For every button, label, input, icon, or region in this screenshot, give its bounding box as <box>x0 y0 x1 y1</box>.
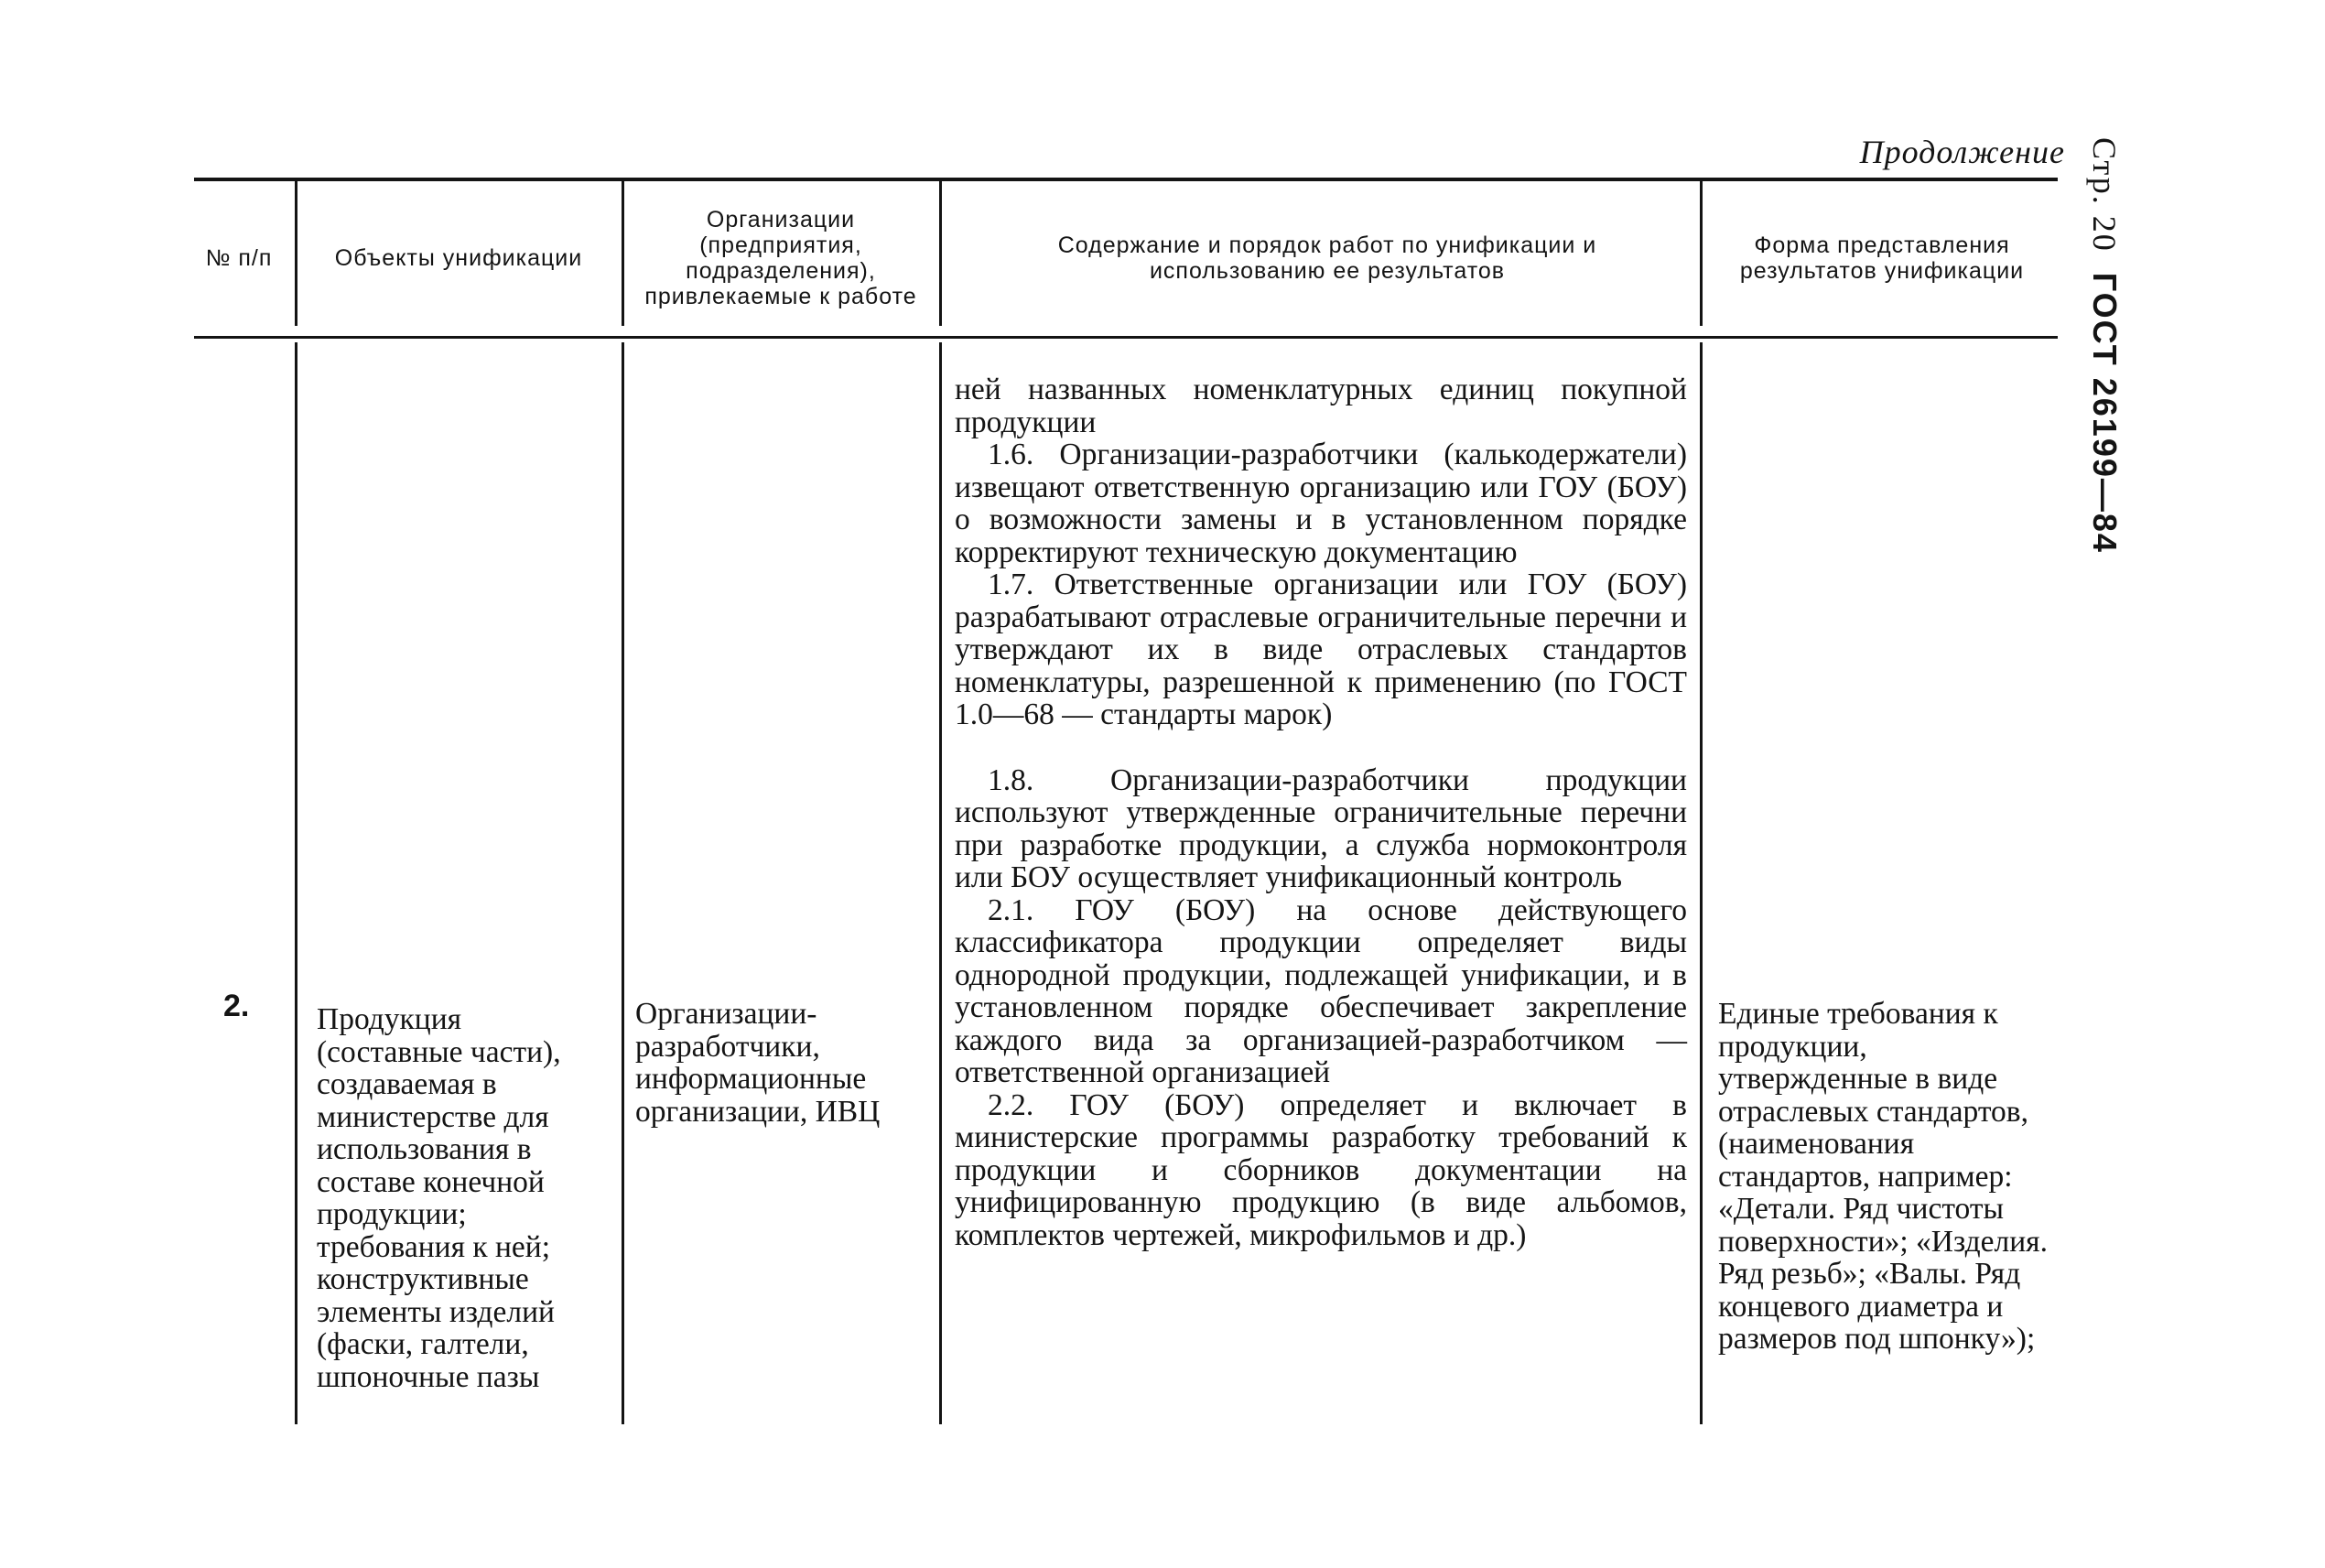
header-content: Содержание и порядок работ по унификации и использованию ее результатов <box>1057 232 1597 284</box>
content-paragraph: 1.8. Организации-разработчики продукции используют утвержденные ограничительные перечни при разработке продукции, а служба нормоконтроля или БОУ осуществляет унификационный контроль <box>955 762 1687 894</box>
column-divider-2 <box>622 179 624 326</box>
header-form: Форма представления результатов унификации <box>1739 232 2025 284</box>
side-label-text <box>2085 137 2124 554</box>
standard-number: ГОСТ 26199—84 <box>2086 272 2124 554</box>
row-organizations: Организации-разработчики, информационные организации, ИВЦ <box>635 997 881 1129</box>
content-paragraph: 2.2. ГОУ (БОУ) определяет и включает в министерские программы разработку требований к продукции и сборников документации на унифицированную продукцию (в виде альбомов, комплектов чертежей, микрофильмов и др.) <box>955 1087 1687 1252</box>
column-divider-3 <box>939 179 942 326</box>
continuation-label: Продолжение <box>1859 134 2065 170</box>
page-side-label <box>2082 137 2125 595</box>
column-divider-4 <box>1700 179 1703 326</box>
content-paragraph: 1.6. Организации-разработчики (калькодержатели) извещают ответственную организацию или ГОУ (БОУ) о возможности замены и в установленном порядке корректируют техническую документацию <box>955 438 1687 569</box>
row-number: 2. <box>223 989 250 1023</box>
content-paragraph: 2.1. ГОУ (БОУ) на основе действующего классификатора продукции определяет виды однородной продукции, подлежащей унификации, и в установленном порядке обеспечивает закрепление каждого вида за организацией-разработчиком — ответственной организацией <box>955 892 1687 1089</box>
header-number: № п/п <box>205 245 273 271</box>
row-content <box>955 373 1687 1251</box>
table-top-rule <box>194 178 2058 181</box>
page-number: Стр. 20 <box>2086 137 2123 253</box>
header-organizations: Организации (предприятия, подразделения), привлекаемые к работе <box>644 207 917 309</box>
row-object: Продукция (составные части), создаваемая в министерстве для использования в составе конечной продукции; требования к ней; конструктивные элементы изделий (фаски, галтели, шпоночные пазы <box>317 1002 561 1394</box>
body-divider-4 <box>1700 342 1703 1424</box>
body-divider-2 <box>622 342 624 1424</box>
content-paragraph: ней названных номенклатурных единиц покупной продукции <box>955 373 1687 439</box>
column-divider-1 <box>295 179 297 326</box>
row-form: Единые требования к продукции, утвержденные в виде отраслевых стандартов, (наименования стандартов, например: «Детали. Ряд чистоты поверхности»; «Изделия. Ряд резьб»; «Валы. Ряд концевого диаметра и размеров под шпонку»); <box>1718 997 2048 1356</box>
body-divider-3 <box>939 342 942 1424</box>
header-objects: Объекты унификации <box>334 245 583 271</box>
body-divider-1 <box>295 342 297 1424</box>
header-bottom-rule <box>194 336 2058 339</box>
content-paragraph: 1.7. Ответственные организации или ГОУ (БОУ) разрабатывают отраслевые ограничительные перечни и утверждают их в виде отраслевых стандартов номенклатуры, разрешенной к применению (по ГОСТ 1.0—68 — стандарты марок) <box>955 568 1687 731</box>
